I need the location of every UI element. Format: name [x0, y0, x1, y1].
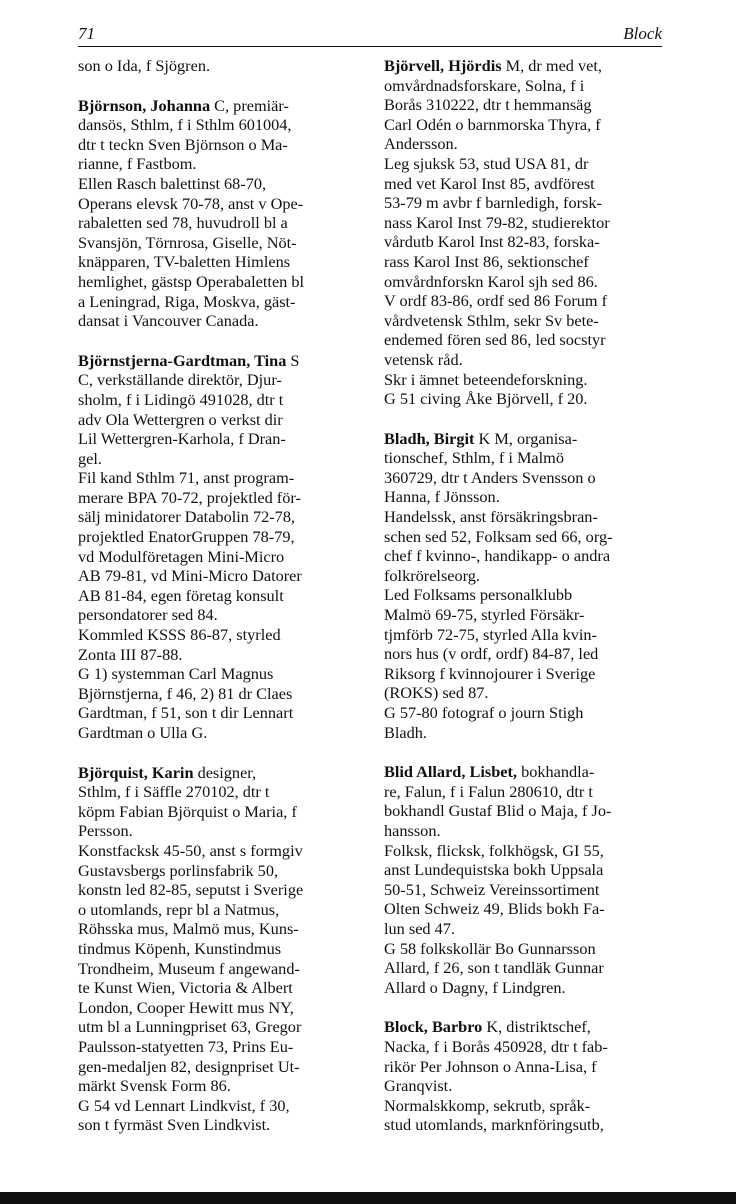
entry-line [78, 900, 363, 920]
entry-text: Hanna, f Jönsson. [384, 487, 500, 507]
entry-text: omvårdnforskn Karol sjh sed 86. [384, 271, 598, 291]
entry-line [78, 547, 363, 567]
entry-line [384, 311, 669, 331]
entry-text: Svansjön, Törnrosa, Giselle, Nöt- [78, 232, 297, 252]
entry-line [78, 135, 363, 155]
entry-text: S [286, 350, 300, 370]
entry-text: Allard o Dagny, f Lindgren. [384, 977, 566, 997]
entry-line [78, 763, 363, 783]
entry-text: anst Lundequistska bokh Uppsala [384, 860, 604, 880]
entry-text: 360729, dtr t Anders Svensson o [384, 467, 596, 487]
entry-text: stud utomlands, marknföringsutb, [384, 1115, 604, 1135]
entry-text: rabaletten sed 78, huvudroll bl a [78, 213, 288, 233]
entry-text: Normalskkomp, sekrutb, språk- [384, 1095, 591, 1115]
entry-line [78, 233, 363, 253]
entry-text: persondatorer sed 84. [78, 605, 218, 625]
entry-line [384, 389, 669, 409]
left-column [78, 56, 363, 1155]
entry-text: C, verkställande direktör, Djur- [78, 370, 282, 390]
entry-line [78, 410, 363, 430]
entry-line [78, 468, 363, 488]
entry-text: Sthlm, f i Säffle 270102, dtr t [78, 782, 270, 802]
entry-text: hansson. [384, 820, 441, 840]
entry-line [78, 605, 363, 625]
entry-line [384, 272, 669, 292]
entry-line [384, 350, 669, 370]
entry-text: dansat i Vancouver Canada. [78, 311, 259, 331]
entry-text: (ROKS) sed 87. [384, 683, 489, 703]
entry-line [384, 507, 669, 527]
entry-text: Trondheim, Museum f angewand- [78, 958, 300, 978]
entry-line [384, 978, 669, 998]
entry-line [78, 1037, 363, 1057]
entry-line [384, 232, 669, 252]
entry-text: dtr t teckn Sven Björnson o Ma- [78, 134, 288, 154]
entry-text: G 57-80 fotograf o journ Stigh [384, 703, 584, 722]
entry-line [78, 311, 363, 331]
entry-name: Blid Allard, Lisbet, [384, 762, 517, 782]
entry-text: tjmförb 72-75, styrled Alla kvin- [384, 624, 597, 644]
biography-entry [384, 762, 669, 997]
entry-text: Skr i ämnet beteendeforskning. [384, 369, 588, 389]
entry-line [384, 801, 669, 821]
entry-line [384, 703, 669, 723]
entry-line [384, 370, 669, 390]
entry-line [384, 330, 669, 350]
entry-line [78, 56, 363, 76]
entry-text: tindmus Köpenh, Kunstindmus [78, 938, 282, 958]
entry-line [78, 272, 363, 292]
entry-line [78, 449, 363, 469]
entry-line [78, 919, 363, 939]
entry-text: Zonta III 87-88. [78, 644, 183, 664]
entry-line [78, 194, 363, 214]
entry-text: rikör Per Johnson o Anna-Lisa, f [384, 1056, 597, 1076]
entry-text: bokhandl Gustaf Blid o Maja, f Jo- [384, 801, 612, 821]
entry-text: Kommled KSSS 86-87, styrled [78, 625, 281, 645]
biography-entry [78, 763, 363, 1135]
entry-text: re, Falun, f i Falun 280610, dtr t [384, 781, 593, 801]
entry-line [78, 1076, 363, 1096]
entry-line [384, 1057, 669, 1077]
entry-text: vd Modulföretagen Mini-Micro [78, 546, 285, 566]
entry-text: Konstfacksk 45-50, anst s formgiv [78, 840, 303, 860]
entry-line [384, 1017, 669, 1037]
entry-line [78, 1057, 363, 1077]
entry-line [78, 351, 363, 371]
entry-text: Röhsska mus, Malmö mus, Kuns- [78, 919, 299, 939]
entry-text: G 1) systemman Carl Magnus [78, 664, 274, 684]
entry-text: son o Ida, f Sjögren. [78, 56, 211, 75]
entry-line [384, 174, 669, 194]
entry-line [384, 664, 669, 684]
entry-line [384, 625, 669, 645]
entry-line [384, 429, 669, 449]
entry-line [384, 899, 669, 919]
entry-text: dansös, Sthlm, f i Sthlm 601004, [78, 115, 292, 135]
entry-line [384, 56, 669, 76]
entry-line [384, 939, 669, 959]
entry-line [384, 566, 669, 586]
entry-text: Granqvist. [384, 1076, 453, 1096]
entry-line [384, 115, 669, 135]
entry-line [384, 880, 669, 900]
entry-line [384, 585, 669, 605]
entry-text: gen-medaljen 82, designpriset Ut- [78, 1056, 300, 1076]
entry-line [78, 959, 363, 979]
entry-text: Folksk, flicksk, folkhögsk, GI 55, [384, 840, 604, 860]
biography-entry [384, 429, 669, 743]
entry-text: Fil kand Sthlm 71, anst program- [78, 468, 295, 488]
entry-line [78, 998, 363, 1018]
entry-text: endemed fören sed 86, led socstyr [384, 330, 606, 350]
entry-text: Malmö 69-75, styrled Försäkr- [384, 605, 585, 625]
entry-line [78, 507, 363, 527]
entry-text: Carl Odén o barnmorska Thyra, f [384, 114, 601, 134]
entry-text: adv Ola Wettergren o verkst dir [78, 409, 283, 429]
entry-text: Gustavsbergs porlinsfabrik 50, [78, 860, 279, 880]
entry-text: Ellen Rasch balettinst 68-70, [78, 173, 267, 193]
entry-text: a Leningrad, Riga, Moskva, gäst- [78, 291, 296, 311]
entry-name: Björquist, Karin [78, 762, 194, 782]
entry-line [78, 861, 363, 881]
entry-line [384, 782, 669, 802]
entry-line [78, 625, 363, 645]
entry-text: rass Karol Inst 86, sektionschef [384, 251, 589, 271]
entry-text: vetensk råd. [384, 349, 463, 369]
entry-text: Leg sjuksk 53, stud USA 81, dr [384, 153, 589, 173]
entry-text: Riksorg f kvinnojourer i Sverige [384, 663, 596, 683]
entry-text: nors hus (v ordf, ordf) 84-87, led [384, 644, 599, 664]
entry-text: merare BPA 70-72, projektled för- [78, 487, 301, 507]
entry-text: 50-51, Schweiz Vereinssortiment [384, 879, 600, 899]
biography-entry [384, 56, 669, 409]
entry-line [384, 76, 669, 96]
entry-line [384, 213, 669, 233]
entry-line [78, 645, 363, 665]
entry-line [384, 683, 669, 703]
entry-text: gel. [78, 448, 102, 468]
entry-text: Led Folksams personalklubb [384, 585, 573, 605]
entry-name: Bladh, Birgit [384, 428, 475, 448]
entry-line [78, 252, 363, 272]
entry-line [78, 213, 363, 233]
entry-line [78, 586, 363, 606]
page-number: 71 [78, 24, 95, 43]
entry-text: med vet Karol Inst 85, avdförest [384, 173, 595, 193]
right-column [384, 56, 669, 1155]
entry-line [384, 487, 669, 507]
entry-text: köpm Fabian Björquist o Maria, f [78, 801, 297, 821]
entry-text: K, distriktschef, [482, 1017, 591, 1037]
entry-line [78, 1096, 363, 1116]
entry-line [384, 1115, 669, 1135]
entry-line [78, 1115, 363, 1135]
entry-text: chef f kvinno-, handikapp- o andra [384, 546, 611, 566]
entry-text: Operans elevsk 70-78, anst v Ope- [78, 193, 304, 213]
entry-text: vårdvetensk Sthlm, sekr Sv bete- [384, 310, 599, 330]
entry-text: te Kunst Wien, Victoria & Albert [78, 978, 293, 998]
entry-line [78, 488, 363, 508]
entry-line [384, 193, 669, 213]
entry-text: Lil Wettergren-Karhola, f Dran- [78, 429, 286, 449]
entry-name: Björvell, Hjördis [384, 56, 502, 75]
entry-line [78, 978, 363, 998]
entry-text: V ordf 83-86, ordf sed 86 Forum f [384, 291, 608, 311]
entry-line [384, 154, 669, 174]
entry-line [78, 802, 363, 822]
entry-line [384, 468, 669, 488]
entry-line [384, 860, 669, 880]
entry-line [78, 292, 363, 312]
entry-line [384, 291, 669, 311]
entry-text: sholm, f i Lidingö 491028, dtr t [78, 389, 284, 409]
entry-line [78, 429, 363, 449]
entry-text: G 51 civing Åke Björvell, f 20. [384, 389, 588, 409]
running-head: Block [623, 24, 662, 43]
entry-line [78, 782, 363, 802]
entry-text: Gardtman, f 51, son t dir Lennart [78, 703, 294, 723]
entry-line [78, 821, 363, 841]
page-header [78, 24, 662, 47]
entry-text: G 54 vd Lennart Lindkvist, f 30, [78, 1095, 290, 1115]
entry-text: projektled EnatorGruppen 78-79, [78, 527, 295, 547]
entry-text: G 58 folkskollär Bo Gunnarsson [384, 938, 596, 958]
entry-line [384, 723, 669, 743]
entry-text: Persson. [78, 821, 133, 841]
entry-line [78, 939, 363, 959]
entry-line [384, 821, 669, 841]
entry-line [78, 96, 363, 116]
entry-line [78, 841, 363, 861]
entry-name: Block, Barbro [384, 1017, 483, 1037]
entry-line [78, 566, 363, 586]
entry-name: Björnson, Johanna [78, 95, 211, 115]
entry-line [78, 1017, 363, 1037]
entry-text: nass Karol Inst 79-82, studierektor [384, 212, 610, 232]
entry-text: märkt Svensk Form 86. [78, 1076, 231, 1096]
entry-text: Olten Schweiz 49, Blids bokh Fa- [384, 899, 605, 919]
entry-text: 53-79 m avbr f barnledigh, forsk- [384, 193, 602, 213]
entry-text: London, Cooper Hewitt mus NY, [78, 997, 294, 1017]
entry-text: schen sed 52, Folksam sed 66, org- [384, 526, 613, 546]
entry-line [384, 958, 669, 978]
entry-line [384, 1037, 669, 1057]
entry-line [384, 134, 669, 154]
entry-text: utm bl a Lunningpriset 63, Gregor [78, 1017, 302, 1037]
entry-text: sälj minidatorer Databolin 72-78, [78, 507, 296, 527]
entry-text: tionschef, Sthlm, f i Malmö [384, 448, 564, 468]
entry-text: M, dr med vet, [501, 56, 602, 75]
entry-text: K M, organisa- [474, 428, 578, 448]
entry-text: rianne, f Fastbom. [78, 154, 197, 174]
entry-line [78, 880, 363, 900]
entry-text: Bladh. [384, 722, 427, 742]
entry-text: o utomlands, repr bl a Natmus, [78, 899, 280, 919]
entry-text: designer, [193, 762, 257, 782]
entry-line [78, 174, 363, 194]
entry-line [78, 390, 363, 410]
entry-line [78, 527, 363, 547]
entry-line [78, 664, 363, 684]
entry-line [384, 95, 669, 115]
entry-text: Gardtman o Ulla G. [78, 723, 208, 742]
biography-entry [78, 351, 363, 743]
entry-line [384, 841, 669, 861]
entry-line [78, 370, 363, 390]
entry-line [384, 762, 669, 782]
entry-text: Allard, f 26, son t tandläk Gunnar [384, 958, 604, 978]
entry-text: C, premiär- [210, 95, 289, 115]
entry-text: AB 79-81, vd Mini-Micro Datorer [78, 566, 302, 586]
biography-entry [78, 56, 363, 76]
entry-text: AB 81-84, egen företag konsult [78, 585, 284, 605]
entry-text: son t fyrmäst Sven Lindkvist. [78, 1115, 271, 1135]
entry-line [78, 723, 363, 743]
entry-line [384, 919, 669, 939]
entry-text: hemlighet, gästsp Operabaletten bl [78, 271, 305, 291]
entry-name: Björnstjerna-Gardtman, Tina [78, 350, 287, 370]
entry-text: lun sed 47. [384, 918, 455, 938]
entry-text: Björnstjerna, f 46, 2) 81 dr Claes [78, 683, 293, 703]
entry-text: Borås 310222, dtr t hemmansäg [384, 95, 592, 115]
entry-text: konstn led 82-85, seputst i Sverige [78, 880, 304, 900]
entry-line [78, 115, 363, 135]
entry-text: Paulsson-statyetten 73, Prins Eu- [78, 1036, 294, 1056]
entry-line [384, 605, 669, 625]
entry-line [384, 252, 669, 272]
entry-line [384, 644, 669, 664]
entry-line [384, 1076, 669, 1096]
entry-text: Handelssk, anst försäkringsbran- [384, 507, 598, 527]
entry-line [78, 684, 363, 704]
entry-text: omvårdnadsforskare, Solna, f i [384, 75, 585, 95]
entry-text: knäpparen, TV-baletten Himlens [78, 252, 291, 272]
biography-entry [384, 1017, 669, 1135]
entry-line [78, 154, 363, 174]
entry-line [384, 1096, 669, 1116]
entry-line [384, 448, 669, 468]
page-bottom-edge [0, 1192, 736, 1204]
entry-text: Nacka, f i Borås 450928, dtr t fab- [384, 1036, 608, 1056]
biography-entry [78, 96, 363, 331]
entry-text: vårdutb Karol Inst 82-83, forska- [384, 232, 600, 252]
entry-line [384, 546, 669, 566]
entry-text: Andersson. [384, 134, 458, 154]
entry-line [384, 527, 669, 547]
entry-text: folkrörelseorg. [384, 565, 481, 585]
entry-text: bokhandla- [517, 762, 595, 782]
entry-line [78, 703, 363, 723]
